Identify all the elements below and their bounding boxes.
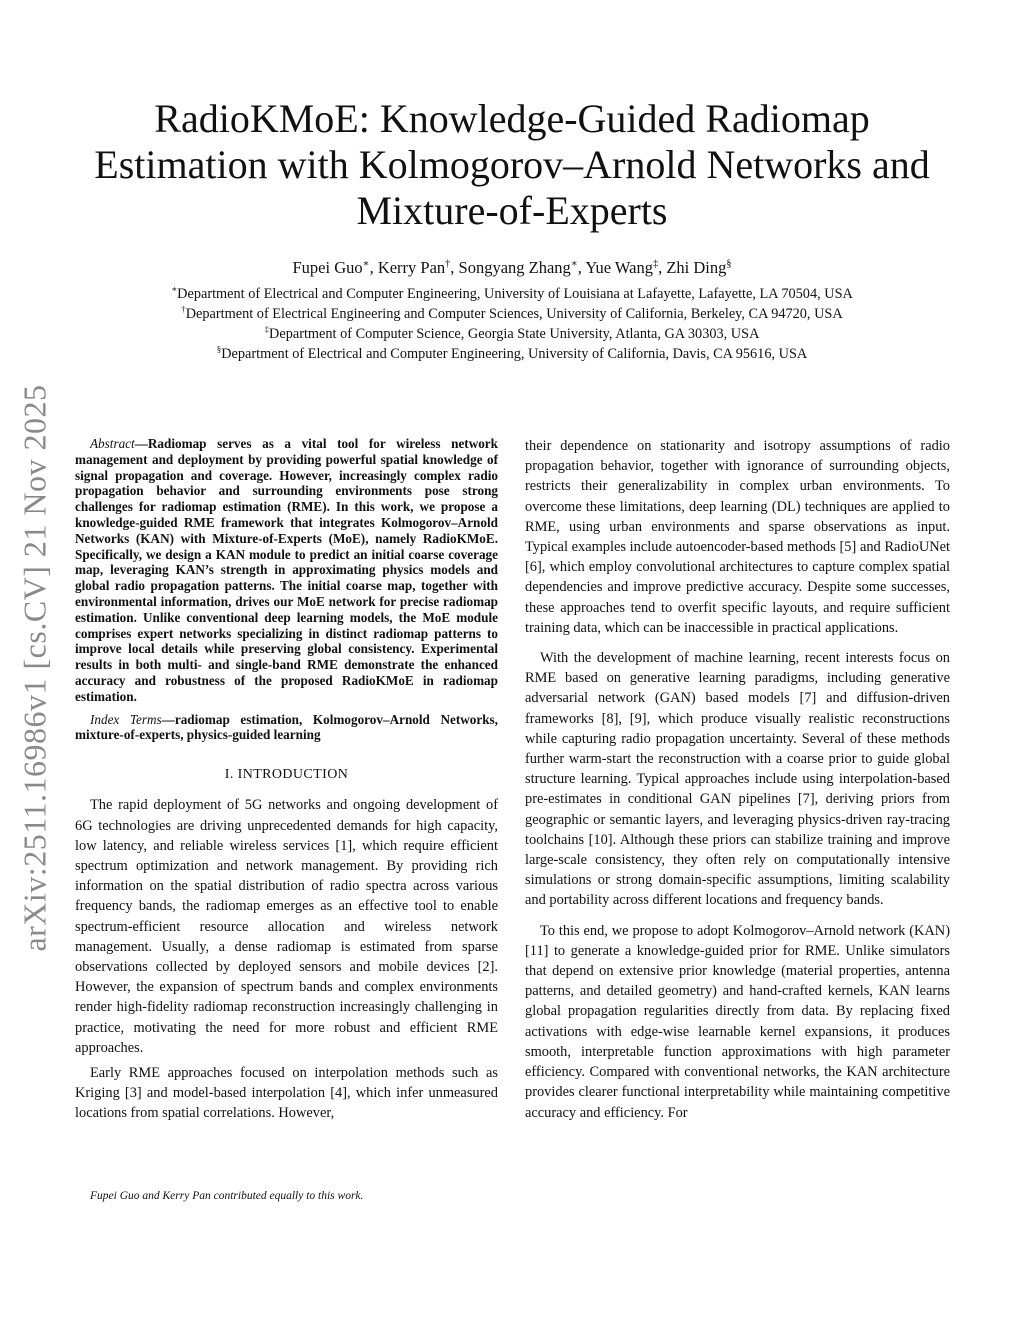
- author-mark: ∗: [362, 258, 370, 270]
- index-terms-lead: Index Terms: [90, 711, 162, 727]
- footnote: Fupei Guo and Kerry Pan contributed equally to this work.: [90, 1190, 364, 1202]
- author-name: Yue Wang: [585, 258, 653, 277]
- body-paragraph: To this end, we propose to adopt Kolmogorov–Arnold network (KAN) [11] to generate a knowledge-guided prior for RME. Unlike simulators that depend on extensive prior knowledge (material properties, antenna patterns, and detailed geometry) and hand-crafted kernels, KAN learns global propagation regularities directly from data. By replacing fixed activations with edge-wise learnable kernel expansions, it produces smooth, interpretable function approximations with high parameter efficiency. Compared with conventional networks, the KAN architecture provides clearer functional interpretability while maintaining competitive accuracy and efficiency. For: [525, 922, 950, 1121]
- author-name: Kerry Pan: [377, 258, 446, 277]
- author-mark: §: [726, 258, 732, 270]
- affiliation-text: Department of Electrical and Computer Engineering, University of California, Davis, CA 95616, USA: [221, 346, 808, 362]
- paper-title: [70, 96, 954, 234]
- arxiv-stamp: [6, 368, 64, 968]
- affiliation-mark: ‡: [264, 324, 270, 335]
- affiliation-text: Department of Computer Science, Georgia State University, Atlanta, GA 30303, USA: [269, 326, 760, 342]
- body-paragraph: Early RME approaches focused on interpolation methods such as Kriging [3] and model-based interpolation [4], which infer unmeasured locations from spatial correlations. However,: [75, 1064, 498, 1122]
- author-mark: †: [445, 258, 451, 270]
- affiliation-text: Department of Electrical Engineering and Computer Sciences, University of California, Berkeley, CA 94720, USA: [185, 306, 843, 322]
- title-line: Mixture-of-Experts: [356, 188, 668, 233]
- author-mark: ‡: [652, 258, 659, 270]
- affiliation-mark: †: [181, 304, 186, 315]
- abstract: [75, 436, 498, 705]
- affiliation-list: [70, 284, 954, 364]
- affiliation: [70, 284, 954, 304]
- right-column: [525, 436, 950, 1133]
- title-line: Estimation with Kolmogorov–Arnold Networks and: [94, 142, 930, 187]
- abstract-lead: Abstract: [90, 436, 135, 451]
- affiliation: [70, 344, 954, 364]
- left-column: [75, 436, 498, 1129]
- index-terms: [75, 712, 498, 744]
- index-terms-text: —radiomap estimation, Kolmogorov–Arnold Networks, mixture-of-experts, physics-guided learning: [75, 711, 498, 743]
- affiliation-mark: §: [216, 344, 222, 355]
- affiliation: [70, 324, 954, 344]
- body-paragraph: With the development of machine learning, recent interests focus on RME based on generative learning paradigms, including generative adversarial network (GAN) based models [7] and diffusion-driven frameworks [8], [9], which produce visually realistic reconstructions while capturing radio propagation uncertainty. Several of these methods further warm-start the reconstruction with a coarse prior to guide global structure learning. Typical approaches include using interpolation-based pre-estimates in conditional GAN pipelines [7], deriving priors from geographic or semantic layers, and leveraging physics-driven ray-tracing toolchains [10]. Although these priors can stabilize training and improve large-scale consistency, they often rely on computationally intensive simulations or strong domain-specific assumptions, limiting scalability and portability across different locations and frequency bands.: [525, 650, 950, 909]
- title-line: RadioKMoE: Knowledge-Guided Radiomap: [154, 96, 870, 141]
- author-name: Zhi Ding: [666, 258, 727, 277]
- body-paragraph: their dependence on stationarity and isotropy assumptions of radio propagation behavior, together with ignorance of surrounding objects, restricts their generalizability in complex urban environments. To overcome these limitations, deep learning (DL) techniques are applied to RME, using urban environments and sparse observations as input. Typical examples include autoencoder-based methods [5] and RadioUNet [6], which employ convolutional architectures to capture complex spatial dependencies and improve predictive accuracy. Despite some successes, these approaches tend to overfit specific layouts, and require sufficient training data, which can be inaccessible in practical applications.: [525, 438, 950, 636]
- section-heading: I. INTRODUCTION: [224, 767, 349, 783]
- author-mark: ∗: [570, 258, 578, 270]
- affiliation: [70, 304, 954, 324]
- arxiv-stamp-text: arXiv:2511.16986v1 [cs.CV] 21 Nov 2025: [16, 384, 53, 952]
- author-name: Songyang Zhang: [458, 258, 571, 277]
- abstract-text: —Radiomap serves as a vital tool for wireless network management and deployment by providing powerful spatial knowledge of signal propagation and coverage. However, increasingly complex radio propagation behavior and surrounding environments pose strong challenges for radiomap estimation (RME). In this work, we propose a knowledge-guided RME framework that integrates Kolmogorov–Arnold Networks (KAN) with Mixture-of-Experts (MoE), namely RadioKMoE. Specifically, we design a KAN module to predict an initial coarse coverage map, leveraging KAN’s strength in approximating physics models and global radio propagation patterns. The initial coarse map, together with environmental information, drives our MoE network for precise radiomap estimation. Unlike conventional deep learning models, the MoE module comprises expert networks specializing in distinct radiomap patterns to improve local details while preserving global consistency. Experimental results in both multi- and single-band RME demonstrate the enhanced accuracy and robustness of the proposed RadioKMoE in radiomap estimation.: [75, 436, 498, 704]
- author-list: Fupei Guo∗, Kerry Pan†, Songyang Zhang∗, Yue Wang‡, Zhi Ding§: [292, 258, 732, 277]
- affiliation-mark: ∗: [171, 284, 178, 295]
- author-name: Fupei Guo: [292, 258, 363, 277]
- body-paragraph: The rapid deployment of 5G networks and ongoing development of 6G technologies are driving unprecedented demands for high capacity, low latency, and reliable wireless services [1], which require efficient spectrum optimization and network management. By providing rich information on the spatial distribution of radio spectra across various frequency bands, the radiomap emerges as an effective tool to enable spectrum-efficient resource allocation and wireless network management. Usually, a dense radiomap is estimated from sparse observations collected by deployed sensors and mobile devices [2]. However, the expansion of spectrum bands and complex environments render high-fidelity radiomap reconstruction increasingly challenging in practice, motivating the need for more robust and efficient RME approaches.: [75, 797, 498, 1056]
- affiliation-text: Department of Electrical and Computer Engineering, University of Louisiana at Lafayette, Lafayette, LA 70504, USA: [177, 286, 853, 302]
